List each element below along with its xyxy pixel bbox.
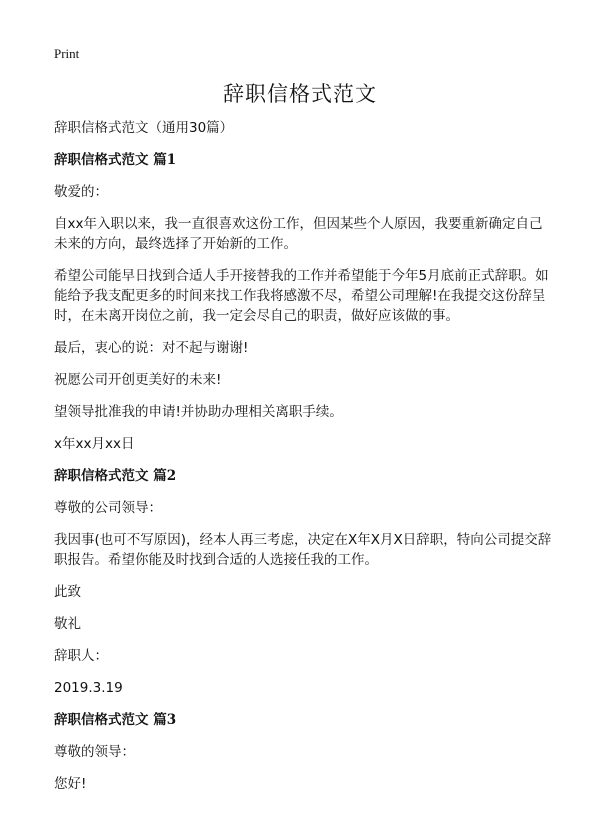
document-subtitle: 辞职信格式范文（通用30篇） (54, 120, 234, 136)
section-heading: 辞职信格式范文 篇1 (54, 152, 177, 168)
greeting: 您好! (54, 776, 87, 792)
letter-section-2 (54, 466, 554, 698)
paragraph: 望领导批准我的申请!并协助办理相关离职手续。 (54, 404, 343, 420)
document-body (54, 118, 554, 806)
paragraph: 最后，衷心的说：对不起与谢谢! (54, 340, 249, 356)
section-heading: 辞职信格式范文 篇3 (54, 712, 177, 728)
salutation: 敬爱的： (54, 184, 108, 200)
paragraph: 自xx年入职以来，我一直很喜欢这份工作，但因某些个人原因，我要重新确定自己未来的方向，最终选择了开始新的工作。 (54, 216, 543, 252)
date-line: x年xx月xx日 (54, 436, 135, 452)
date-line: 2019.3.19 (54, 680, 123, 696)
letter-section-1 (54, 150, 554, 454)
salutation: 尊敬的公司领导： (54, 500, 162, 516)
closing-line: 敬礼 (54, 616, 81, 632)
print-button[interactable]: Print (54, 46, 80, 61)
letter-section-3 (54, 710, 554, 794)
signature-line: 辞职人： (54, 648, 108, 664)
paragraph: 祝愿公司开创更美好的未来! (54, 372, 222, 388)
salutation: 尊敬的领导： (54, 744, 135, 760)
page-title: 辞职信格式范文 (223, 82, 377, 106)
paragraph: 我因事(也可不写原因)，经本人再三考虑，决定在X年X月X日辞职，特向公司提交辞职报告。希望你能及时找到合适的人选接任我的工作。 (54, 532, 552, 568)
section-heading: 辞职信格式范文 篇2 (54, 468, 177, 484)
paragraph: 希望公司能早日找到合适人手开接替我的工作并希望能于今年5月底前正式辞职。如能给予我支配更多的时间来找工作我将感激不尽，希望公司理解!在我提交这份辞呈时，在未离开岗位之前，我一定会尽自己的职责，做好应该做的事。 (54, 268, 549, 324)
closing-line: 此致 (54, 584, 81, 600)
